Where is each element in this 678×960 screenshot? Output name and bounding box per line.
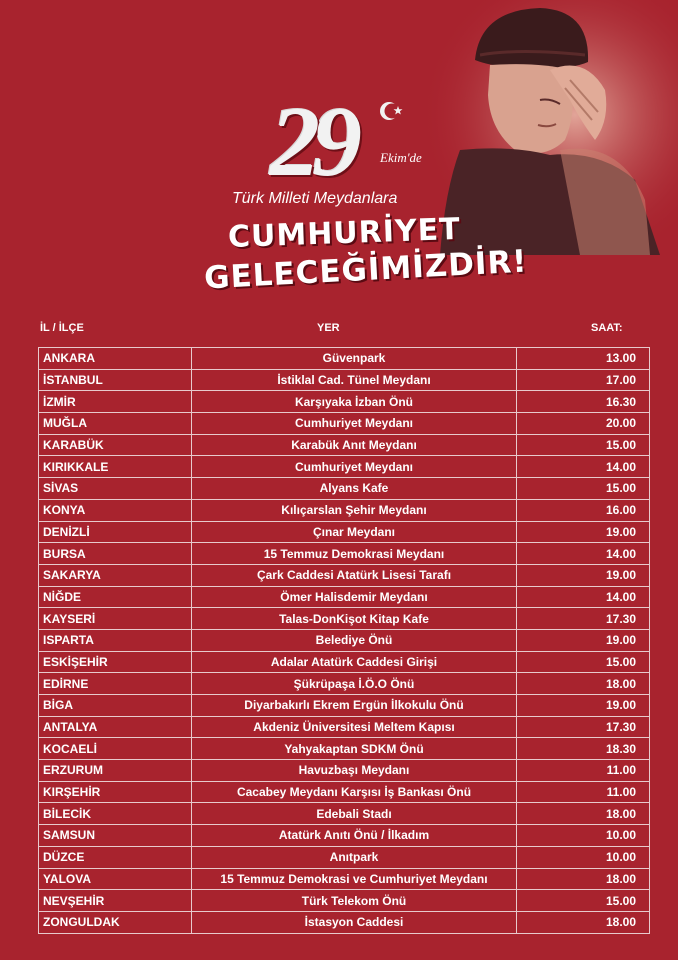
time-cell: 18.00 [517, 803, 650, 825]
place-cell: Kılıçarslan Şehir Meydanı [192, 499, 517, 521]
table-row [39, 348, 650, 370]
time-cell: 17.30 [517, 608, 650, 630]
table-row [39, 499, 650, 521]
city-cell: KIRIKKALE [39, 456, 192, 478]
time-cell: 14.00 [517, 543, 650, 565]
table-row [39, 369, 650, 391]
city-cell: DENİZLİ [39, 521, 192, 543]
city-cell: KIRŞEHİR [39, 781, 192, 803]
time-cell: 17.30 [517, 716, 650, 738]
column-header-time: SAAT: [591, 322, 623, 334]
table-row [39, 564, 650, 586]
place-cell: İstiklal Cad. Tünel Meydanı [192, 369, 517, 391]
table-row [39, 695, 650, 717]
table-row [39, 911, 650, 933]
city-cell: BİLECİK [39, 803, 192, 825]
place-cell: Yahyakaptan SDKM Önü [192, 738, 517, 760]
time-cell: 19.00 [517, 521, 650, 543]
city-cell: SAKARYA [39, 564, 192, 586]
city-cell: BİGA [39, 695, 192, 717]
city-cell: MUĞLA [39, 413, 192, 435]
city-cell: KARABÜK [39, 434, 192, 456]
slogan-line-1: CUMHURİYET [227, 211, 462, 256]
place-cell: Ömer Halisdemir Meydanı [192, 586, 517, 608]
place-cell: Diyarbakırlı Ekrem Ergün İlkokulu Önü [192, 695, 517, 717]
time-cell: 20.00 [517, 413, 650, 435]
city-cell: SAMSUN [39, 825, 192, 847]
table-row [39, 391, 650, 413]
time-cell: 19.00 [517, 695, 650, 717]
city-cell: BURSA [39, 543, 192, 565]
city-cell: ERZURUM [39, 760, 192, 782]
time-cell: 15.00 [517, 478, 650, 500]
anniversary-numeral: 29 [270, 86, 354, 197]
table-row [39, 629, 650, 651]
place-cell: Anıtpark [192, 846, 517, 868]
city-cell: EDİRNE [39, 673, 192, 695]
time-cell: 19.00 [517, 564, 650, 586]
place-cell: Adalar Atatürk Caddesi Girişi [192, 651, 517, 673]
city-cell: KAYSERİ [39, 608, 192, 630]
place-cell: Çınar Meydanı [192, 521, 517, 543]
city-cell: ESKİŞEHİR [39, 651, 192, 673]
table-row [39, 478, 650, 500]
table-row [39, 760, 650, 782]
time-cell: 15.00 [517, 651, 650, 673]
time-cell: 18.00 [517, 673, 650, 695]
time-cell: 10.00 [517, 846, 650, 868]
column-header-city: İL / İLÇE [40, 322, 84, 334]
time-cell: 13.00 [517, 348, 650, 370]
place-cell: Havuzbaşı Meydanı [192, 760, 517, 782]
column-header-place: YER [317, 322, 340, 334]
table-row [39, 738, 650, 760]
time-cell: 16.30 [517, 391, 650, 413]
place-cell: Karabük Anıt Meydanı [192, 434, 517, 456]
table-row [39, 781, 650, 803]
place-cell: 15 Temmuz Demokrasi Meydanı [192, 543, 517, 565]
table-row [39, 521, 650, 543]
time-cell: 15.00 [517, 890, 650, 912]
place-cell: Belediye Önü [192, 629, 517, 651]
table-row [39, 543, 650, 565]
table-row [39, 673, 650, 695]
place-cell: Talas-DonKişot Kitap Kafe [192, 608, 517, 630]
table-row [39, 825, 650, 847]
table-row [39, 434, 650, 456]
table-row [39, 803, 650, 825]
time-cell: 11.00 [517, 760, 650, 782]
table-row [39, 413, 650, 435]
time-cell: 18.00 [517, 868, 650, 890]
time-cell: 17.00 [517, 369, 650, 391]
city-cell: KONYA [39, 499, 192, 521]
place-cell: Cacabey Meydanı Karşısı İş Bankası Önü [192, 781, 517, 803]
city-cell: SİVAS [39, 478, 192, 500]
place-cell: Güvenpark [192, 348, 517, 370]
city-cell: NEVŞEHİR [39, 890, 192, 912]
place-cell: Alyans Kafe [192, 478, 517, 500]
time-cell: 14.00 [517, 456, 650, 478]
city-cell: İSTANBUL [39, 369, 192, 391]
table-row [39, 868, 650, 890]
city-cell: KOCAELİ [39, 738, 192, 760]
table-row [39, 846, 650, 868]
city-cell: NİĞDE [39, 586, 192, 608]
city-cell: YALOVA [39, 868, 192, 890]
place-cell: Karşıyaka İzban Önü [192, 391, 517, 413]
place-cell: Cumhuriyet Meydanı [192, 413, 517, 435]
table-row [39, 890, 650, 912]
header [0, 0, 678, 320]
event-schedule-table [38, 347, 650, 934]
city-cell: DÜZCE [39, 846, 192, 868]
place-cell: Çark Caddesi Atatürk Lisesi Tarafı [192, 564, 517, 586]
slogan-line-2: GELECEĞİMİZDİR! [203, 243, 529, 297]
time-cell: 11.00 [517, 781, 650, 803]
city-cell: ANKARA [39, 348, 192, 370]
table-row [39, 716, 650, 738]
place-cell: Atatürk Anıtı Önü / İlkadım [192, 825, 517, 847]
place-cell: Edebali Stadı [192, 803, 517, 825]
place-cell: Akdeniz Üniversitesi Meltem Kapısı [192, 716, 517, 738]
crescent-star-icon [378, 98, 404, 124]
time-cell: 14.00 [517, 586, 650, 608]
table-row [39, 456, 650, 478]
time-cell: 10.00 [517, 825, 650, 847]
time-cell: 15.00 [517, 434, 650, 456]
time-cell: 18.30 [517, 738, 650, 760]
place-cell: 15 Temmuz Demokrasi ve Cumhuriyet Meydanı [192, 868, 517, 890]
city-cell: ANTALYA [39, 716, 192, 738]
table-row [39, 586, 650, 608]
place-cell: Türk Telekom Önü [192, 890, 517, 912]
place-cell: İstasyon Caddesi [192, 911, 517, 933]
time-cell: 19.00 [517, 629, 650, 651]
table-row [39, 608, 650, 630]
table-row [39, 651, 650, 673]
time-cell: 16.00 [517, 499, 650, 521]
date-suffix: Ekim'de [380, 150, 422, 165]
subtitle: Türk Milleti Meydanlara [232, 190, 398, 207]
city-cell: İZMİR [39, 391, 192, 413]
city-cell: ZONGULDAK [39, 911, 192, 933]
time-cell: 18.00 [517, 911, 650, 933]
city-cell: ISPARTA [39, 629, 192, 651]
place-cell: Şükrüpaşa İ.Ö.O Önü [192, 673, 517, 695]
place-cell: Cumhuriyet Meydanı [192, 456, 517, 478]
